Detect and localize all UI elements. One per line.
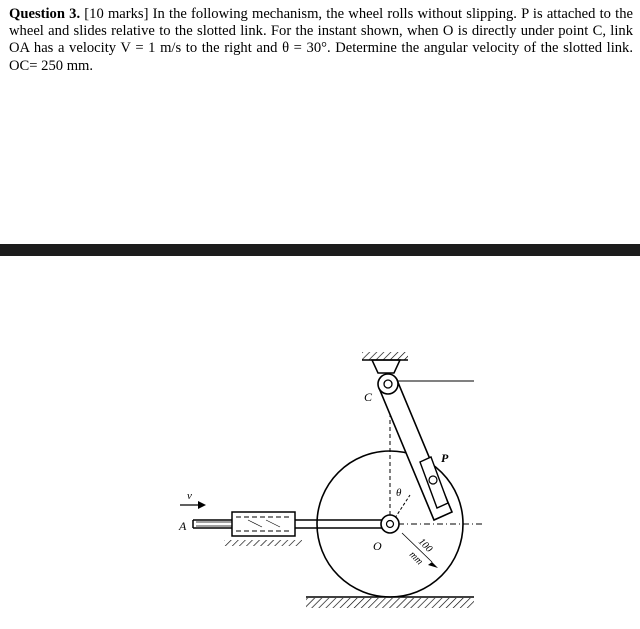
label-dimension-value: 100	[415, 536, 435, 555]
ground	[306, 597, 474, 608]
question-body: [10 marks] In the following mechanism, the wheel rolls without slipping. P is attached to the wheel and slides relative to the slotted link. For the instant shown, when O is directly under point C, link OA has a velocity V = 1 m/s to the right and θ = 30°. Determine the angular velocity of the slotted link. OC= 250 mm.	[9, 6, 634, 74]
top-support	[362, 352, 474, 381]
question-number: Question 3.	[9, 6, 81, 22]
mechanism-diagram	[0, 256, 640, 624]
pivot-c	[378, 374, 398, 394]
pin-o	[381, 515, 399, 533]
question-text	[9, 6, 633, 75]
slider-guide-ground	[224, 540, 302, 546]
label-o: O	[373, 539, 382, 553]
label-p: P	[441, 451, 449, 465]
label-a: A	[179, 519, 187, 533]
label-v: v	[187, 490, 192, 502]
mechanism-figure	[0, 256, 640, 624]
velocity-arrow	[180, 501, 206, 509]
slider-block	[232, 512, 295, 536]
label-dimension-unit: mm	[406, 549, 425, 568]
label-theta: θ	[396, 487, 402, 499]
label-c: C	[364, 390, 373, 404]
section-divider	[0, 244, 640, 256]
